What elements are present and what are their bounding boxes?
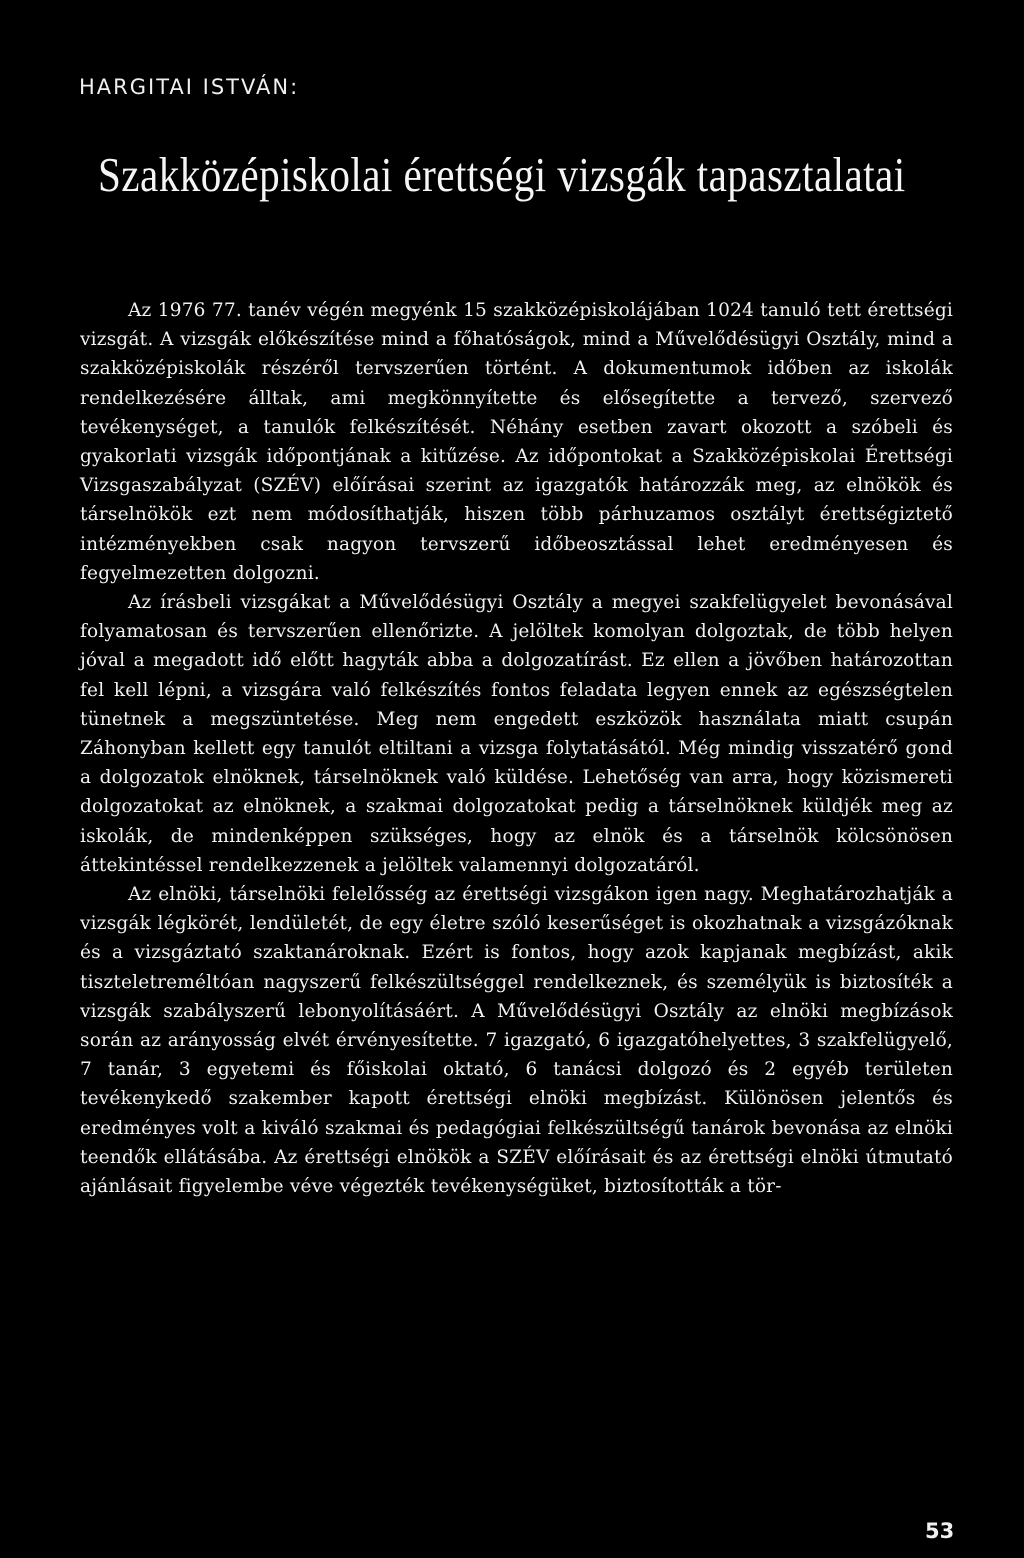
author-name: HARGITAI ISTVÁN: [79, 75, 300, 99]
paragraph-1: Az 1976 77. tanév végén megyénk 15 szakközépiskolájában 1024 tanuló tett érettségi vizsgát. A vizsgák előkészítése mind a főhatóságok, mind a Művelődésügyi Osztály, mind a szakközépiskolák részéről tervszerűen történt. A dokumentumok időben az iskolák rendelkezésére álltak, ami megkönnyítette és elősegítette a tervező, szervező tevékenységet, a tanulók felkészítését. Néhány esetben zavart okozott a szóbeli és gyakorlati vizsgák időpontjának a kitűzése. Az időpontokat a Szakközépiskolai Érettségi Vizsgaszabályzat (SZÉV) előírásai szerint az igazgatók határozzák meg, az elnökök és társelnökök ezt nem módosíthatják, hiszen több párhuzamos osztályt érettségiztető intézményekben csak nagyon tervszerű időbeosztással lehet eredményesen és fegyelmezetten dolgozni. [80, 300, 953, 584]
article-title: Szakközépiskolai érettségi vizsgák tapasztalatai [98, 147, 906, 202]
page-number: 53 [925, 1519, 955, 1543]
paragraph-3: Az elnöki, társelnöki felelősség az érettségi vizsgákon igen nagy. Meghatározhatják a vizsgák légkörét, lendületét, de egy életre szóló keserűséget is okozhatnak a vizsgázóknak és a vizsgáztató szaktanároknak. Ezért is fontos, hogy azok kapjanak megbízást, akik tiszteletreméltóan nagyszerű felkészültséggel rendelkeznek, és személyük is biztosíték a vizsgák szabályszerű lebonyolításáért. A Művelődésügyi Osztály az elnöki megbízások során az arányosság elvét érvényesítette. 7 igazgató, 6 igazgatóhelyettes, 3 szakfelügyelő, 7 tanár, 3 egyetemi és főiskolai oktató, 6 tanácsi dolgozó és 2 egyéb területen tevékenykedő szakember kapott érettségi elnöki megbízást. Különösen jelentős és eredményes volt a kiváló szakmai és pedagógiai felkészültségű tanárok bevonása az elnöki teendők ellátásába. Az érettségi elnökök a SZÉV előírásait és az érettségi elnöki útmutató ajánlásait figyelembe véve végezték tevékenységüket, biztosították a tör- [80, 884, 953, 1198]
article-body [80, 296, 953, 1201]
paragraph-2: Az írásbeli vizsgákat a Művelődésügyi Osztály a megyei szakfelügyelet bevonásával folyamatosan és tervszerűen ellenőrizte. A jelöltek komolyan dolgoztak, de több helyen jóval a megadott idő előtt hagyták abba a dolgozatírást. Ez ellen a jövőben határozottan fel kell lépni, a vizsgára való felkészítés fontos feladata legyen ennek az egészségtelen tünetnek a megszüntetése. Meg nem engedett eszközök használata miatt csupán Záhonyban kellett egy tanulót eltiltani a vizsga folytatásától. Még mindig visszatérő gond a dolgozatok elnöknek, társelnöknek való küldése. Lehetőség van arra, hogy közismereti dolgozatokat az elnöknek, a szakmai dolgozatokat pedig a társelnöknek küldjék meg az iskolák, de mindenképpen szükséges, hogy az elnök és a társelnök kölcsönösen áttekintéssel rendelkezzenek a jelöltek valamennyi dolgozatáról. [80, 592, 953, 876]
